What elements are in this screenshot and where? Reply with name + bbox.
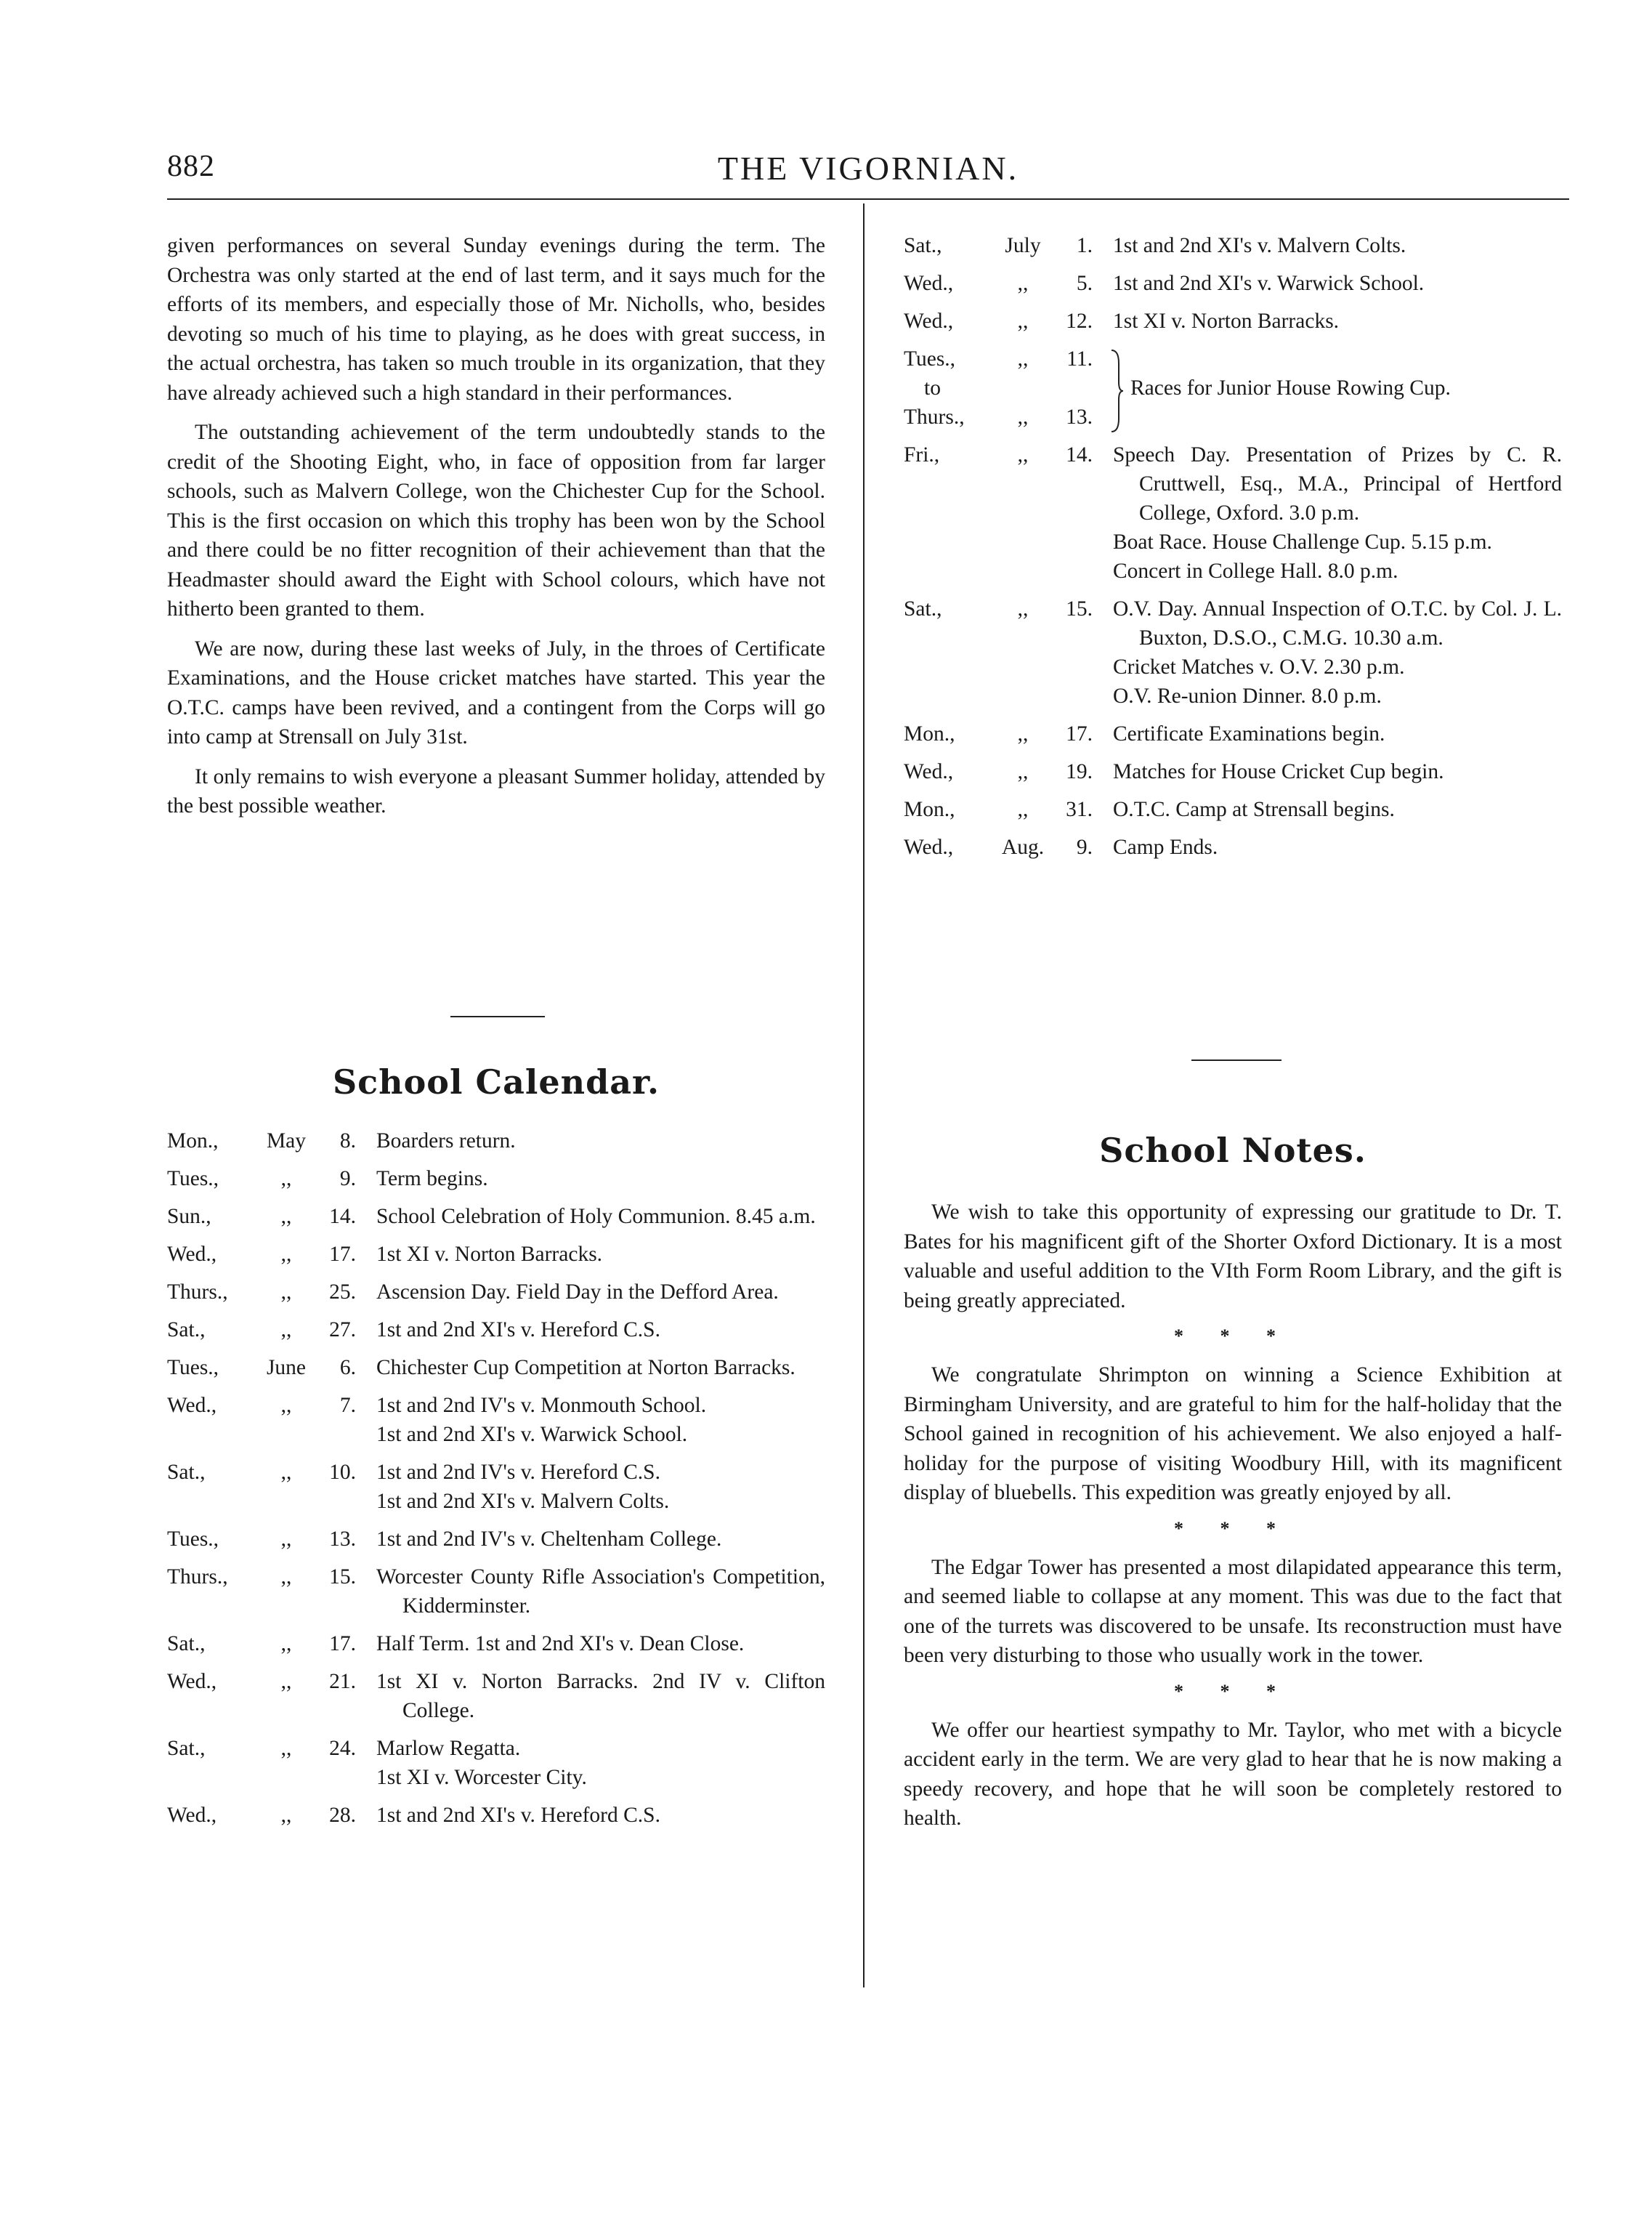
calendar-month: ,,: [280, 1205, 292, 1228]
calendar-event: [1113, 757, 1562, 795]
calendar-date: 8.: [339, 1129, 356, 1153]
calendar-event: [1113, 344, 1562, 440]
calendar-entry: [904, 833, 1562, 871]
calendar-event: [376, 1629, 825, 1667]
event-text: Chichester Cup Competition at Norton Barracks.: [376, 1356, 795, 1379]
calendar-date: 21.: [329, 1670, 356, 1693]
event-text: 1st and 2nd XI's v. Malvern Colts.: [376, 1490, 670, 1513]
calendar-month: ,,: [280, 1670, 292, 1693]
calendar-event: [376, 1734, 825, 1801]
calendar-month: ,,: [280, 1461, 292, 1484]
column-divider: [863, 203, 865, 1987]
calendar-day: Sun.,: [167, 1205, 211, 1228]
calendar-month: ,,: [1017, 310, 1029, 333]
calendar-day: Thurs.,: [167, 1565, 228, 1589]
event-text: 1st and 2nd XI's v. Hereford C.S.: [376, 1318, 660, 1341]
event-text: 1st XI v. Worcester City.: [376, 1766, 587, 1789]
calendar-date: 9.: [339, 1167, 356, 1190]
calendar-entry: [167, 1525, 825, 1562]
calendar-month: ,,: [280, 1632, 292, 1655]
calendar-day: Mon.,: [904, 722, 955, 746]
calendar-month: ,,: [280, 1804, 292, 1827]
event-text: Ascension Day. Field Day in the Defford Area.: [376, 1280, 779, 1304]
calendar-entry: [904, 795, 1562, 833]
event-text: 1st XI v. Norton Barracks.: [1113, 310, 1340, 333]
calendar-month: ,,: [280, 1167, 292, 1190]
notes-title: School Notes.: [1099, 1131, 1366, 1170]
calendar-event: [376, 1126, 825, 1164]
calendar-month: ,,: [1017, 443, 1029, 467]
calendar-date: 27.: [329, 1318, 356, 1341]
calendar-entry: [167, 1458, 825, 1525]
event-text: Boarders return.: [376, 1129, 516, 1153]
calendar-date: 17.: [1066, 722, 1093, 746]
calendar-entry: [904, 757, 1562, 795]
calendar-entry: [904, 594, 1562, 719]
calendar-date: 19.: [1066, 760, 1093, 783]
calendar-day: Tues.,: [167, 1356, 219, 1379]
calendar-entry: [904, 269, 1562, 307]
calendar-date: 14.: [1066, 443, 1093, 467]
calendar-day: Tues.,: [167, 1167, 219, 1190]
calendar-event: [376, 1801, 825, 1838]
event-text: Term begins.: [376, 1167, 488, 1190]
calendar-event: [1113, 440, 1562, 594]
calendar-day: Wed.,: [167, 1243, 217, 1266]
event-text: Cricket Matches v. O.V. 2.30 p.m.: [1113, 655, 1405, 679]
calendar-event: [376, 1525, 825, 1562]
calendar-event: [376, 1164, 825, 1202]
calendar-day: Mon.,: [167, 1129, 219, 1153]
calendar-left: [167, 1126, 825, 1838]
intro-paragraph: given performances on several Sunday evenings during the term. The Orchestra was only started at the end of last term, and it says much for the efforts of its members, and especially those of Mr. Nicholls, who, besides devoting so much of his time to playing, as he does with great success, in the actual orchestra, has taken so much trouble in its organization, that they have already achieved such a high standard in their performances.: [167, 234, 825, 405]
calendar-month: ,, ,,: [1017, 347, 1029, 429]
calendar-date: 11. 13.: [1066, 347, 1093, 429]
calendar-date: 7.: [339, 1394, 356, 1417]
calendar-day: Sat.,: [167, 1461, 206, 1484]
calendar-event: [1113, 833, 1562, 871]
calendar-day: Sat.,: [904, 234, 942, 257]
calendar-day: Tues., to Thurs.,: [904, 347, 965, 429]
calendar-month: ,,: [280, 1280, 292, 1304]
event-text: 1st and 2nd IV's v. Hereford C.S.: [376, 1461, 660, 1484]
calendar-entry: [167, 1391, 825, 1458]
event-text: 1st and 2nd XI's v. Malvern Colts.: [1113, 234, 1406, 257]
calendar-day: Sat.,: [167, 1318, 206, 1341]
calendar-event: [1113, 231, 1562, 269]
calendar-month: ,,: [280, 1737, 292, 1760]
calendar-event: [376, 1667, 825, 1734]
calendar-day: Thurs.,: [167, 1280, 228, 1304]
calendar-event: [376, 1315, 825, 1353]
note-paragraph: We wish to take this opportunity of expressing our gratitude to Dr. T. Bates for his magnificent gift of the Shorter Oxford Dictionary. It is a most valuable and useful addition to the VIth Form Room Library, and the gift is being greatly appreciated.: [904, 1200, 1562, 1312]
event-text: 1st XI v. Norton Barracks.: [376, 1243, 603, 1266]
event-text: 1st and 2nd IV's v. Cheltenham College.: [376, 1527, 722, 1551]
calendar-event: [376, 1277, 825, 1315]
calendar-day: Wed.,: [167, 1670, 217, 1693]
calendar-entry: [167, 1353, 825, 1391]
event-text: Speech Day. Presentation of Prizes by C. R. Cruttwell, Esq., M.A., Principal of Hertford College, Oxford. 3.0 p.m.: [1113, 443, 1562, 525]
calendar-date: 1.: [1076, 234, 1093, 257]
event-text: Concert in College Hall. 8.0 p.m.: [1113, 560, 1398, 583]
calendar-month: ,,: [1017, 798, 1029, 821]
calendar-date: 28.: [329, 1804, 356, 1827]
separator-stars: * * *: [1174, 1325, 1292, 1347]
calendar-entry: [167, 1667, 825, 1734]
calendar-event: [376, 1353, 825, 1391]
calendar-date: 25.: [329, 1280, 356, 1304]
calendar-entry: [167, 1202, 825, 1240]
section-separator: [1191, 1059, 1281, 1061]
calendar-day: Wed.,: [904, 272, 954, 295]
calendar-date: 17.: [329, 1243, 356, 1266]
calendar-month: July: [1005, 234, 1041, 257]
calendar-day: Wed.,: [904, 836, 954, 859]
calendar-event: [376, 1240, 825, 1277]
calendar-date: 31.: [1066, 798, 1093, 821]
calendar-day: Wed.,: [904, 310, 954, 333]
calendar-event: [376, 1562, 825, 1629]
calendar-date: 10.: [329, 1461, 356, 1484]
calendar-day: Wed.,: [167, 1394, 217, 1417]
event-text: 1st and 2nd XI's v. Warwick School.: [1113, 272, 1425, 295]
calendar-entry: [167, 1240, 825, 1277]
calendar-day: Mon.,: [904, 798, 955, 821]
calendar-day: Sat.,: [167, 1737, 206, 1760]
calendar-event: [1113, 269, 1562, 307]
calendar-month: ,,: [280, 1527, 292, 1551]
calendar-event: [376, 1391, 825, 1458]
calendar-date: 12.: [1066, 310, 1093, 333]
calendar-date: 14.: [329, 1205, 356, 1228]
event-text: Races for Junior House Rowing Cup.: [1130, 376, 1451, 400]
calendar-entry: [904, 307, 1562, 344]
note-paragraph: We congratulate Shrimpton on winning a Science Exhibition at Birmingham University, and are grateful to him for the half-holiday that the School gained in recognition of his achievement. We also enjoyed a half-holiday for the purpose of visiting Woodbury Hill, with its magnificent display of bluebells. This expedition was greatly enjoyed by all.: [904, 1363, 1562, 1504]
calendar-month: ,,: [280, 1565, 292, 1589]
calendar-date: 15.: [1066, 597, 1093, 621]
calendar-date: 13.: [329, 1527, 356, 1551]
calendar-entry: [167, 1734, 825, 1801]
calendar-entry: [167, 1801, 825, 1838]
calendar-day: Sat.,: [167, 1632, 206, 1655]
event-text: Worcester County Rifle Association's Competition, Kidderminster.: [376, 1565, 825, 1618]
calendar-date: 15.: [329, 1565, 356, 1589]
calendar-event: [1113, 594, 1562, 719]
calendar-day: Fri.,: [904, 443, 940, 467]
event-text: Camp Ends.: [1113, 836, 1218, 859]
calendar-event: [1113, 307, 1562, 344]
calendar-right: [904, 231, 1562, 871]
calendar-month: ,,: [1017, 272, 1029, 295]
event-text: School Celebration of Holy Communion. 8.45 a.m.: [376, 1205, 816, 1228]
calendar-day: Sat.,: [904, 597, 942, 621]
event-text: O.V. Re-union Dinner. 8.0 p.m.: [1113, 685, 1382, 708]
calendar-date: 6.: [339, 1356, 356, 1379]
intro-paragraph: We are now, during these last weeks of July, in the throes of Certificate Examinations, and the House cricket matches have started. This year the O.T.C. camps have been revived, and a contingent from the Corps will go into camp at Strensall on July 31st.: [167, 637, 825, 748]
calendar-date: 5.: [1076, 272, 1093, 295]
calendar-month: ,,: [1017, 597, 1029, 621]
calendar-entry: [167, 1164, 825, 1202]
calendar-brace-entry: [904, 344, 1562, 440]
journal-title: THE VIGORNIAN.: [717, 150, 1019, 187]
calendar-entry: [167, 1126, 825, 1164]
calendar-month: ,,: [1017, 760, 1029, 783]
calendar-month: June: [266, 1356, 307, 1379]
calendar-day: Tues.,: [167, 1527, 219, 1551]
calendar-event: [376, 1458, 825, 1525]
school-notes: [904, 1198, 1562, 1833]
calendar-month: ,,: [280, 1318, 292, 1341]
event-text: O.T.C. Camp at Strensall begins.: [1113, 798, 1395, 821]
calendar-entry: [167, 1315, 825, 1353]
intro-paragraph: The outstanding achievement of the term undoubtedly stands to the credit of the Shooting Eight, who, in face of opposition from far larger schools, such as Malvern College, won the Chichester Cup for the School. This is the first occasion on which this trophy has been won by the School and there could be no fitter recognition of their achievement than that the Headmaster should award the Eight with School colours, which have not hitherto been granted to them.: [167, 421, 825, 621]
calendar-event: [1113, 795, 1562, 833]
event-text: Half Term. 1st and 2nd XI's v. Dean Close.: [376, 1632, 745, 1655]
event-text: 1st and 2nd IV's v. Monmouth School.: [376, 1394, 707, 1417]
calendar-date: 17.: [329, 1632, 356, 1655]
calendar-entry: [167, 1562, 825, 1629]
separator-stars: * * *: [1174, 1517, 1292, 1539]
calendar-month: ,,: [1017, 722, 1029, 746]
calendar-table: [904, 440, 1562, 871]
calendar-title: School Calendar.: [332, 1062, 660, 1102]
calendar-month: May: [266, 1129, 307, 1153]
event-text: O.V. Day. Annual Inspection of O.T.C. by Col. J. L. Buxton, D.S.O., C.M.G. 10.30 a.m.: [1113, 597, 1562, 650]
event-text: 1st and 2nd XI's v. Warwick School.: [376, 1423, 688, 1446]
calendar-entry: [904, 440, 1562, 594]
calendar-event: [376, 1202, 825, 1240]
calendar-date: 24.: [329, 1737, 356, 1760]
section-separator: [450, 1016, 545, 1017]
event-text: Marlow Regatta.: [376, 1737, 521, 1760]
calendar-table: [904, 231, 1562, 344]
calendar-event: [1113, 719, 1562, 757]
event-text: 1st XI v. Norton Barracks. 2nd IV v. Clifton College.: [376, 1670, 825, 1722]
calendar-day: Wed.,: [167, 1804, 217, 1827]
calendar-table: [167, 1126, 825, 1838]
calendar-entry: [167, 1629, 825, 1667]
header-rule: [167, 198, 1569, 200]
event-text: 1st and 2nd XI's v. Hereford C.S.: [376, 1804, 660, 1827]
separator-stars: * * *: [1174, 1680, 1292, 1702]
page-number: 882: [167, 150, 215, 183]
calendar-entry: [167, 1277, 825, 1315]
note-paragraph: We offer our heartiest sympathy to Mr. Taylor, who met with a bicycle accident early in the term. We are very glad to hear that he is now making a speedy recovery, and hope that he will soon be completely restored to health.: [904, 1718, 1562, 1830]
calendar-month: ,,: [280, 1394, 292, 1417]
calendar-month: Aug.: [1001, 836, 1045, 859]
note-paragraph: The Edgar Tower has presented a most dilapidated appearance this term, and seemed liable to collapse at any moment. This was due to the fact that one of the turrets was discovered to be unsafe. Its reconstruction must have been very disturbing to those who usually work in the tower.: [904, 1555, 1562, 1667]
event-text: Boat Race. House Challenge Cup. 5.15 p.m.: [1113, 530, 1492, 554]
calendar-date: 9.: [1076, 836, 1093, 859]
intro-paragraph: It only remains to wish everyone a pleasant Summer holiday, attended by the best possible weather.: [167, 764, 825, 818]
event-text: Matches for House Cricket Cup begin.: [1113, 760, 1444, 783]
calendar-day: Wed.,: [904, 760, 954, 783]
left-intro-text: [167, 231, 825, 821]
calendar-month: ,,: [280, 1243, 292, 1266]
page-header: [167, 149, 1569, 198]
brace-icon: [1109, 349, 1125, 433]
event-text: Certificate Examinations begin.: [1113, 722, 1385, 746]
calendar-entry: [904, 231, 1562, 269]
calendar-entry: [904, 719, 1562, 757]
